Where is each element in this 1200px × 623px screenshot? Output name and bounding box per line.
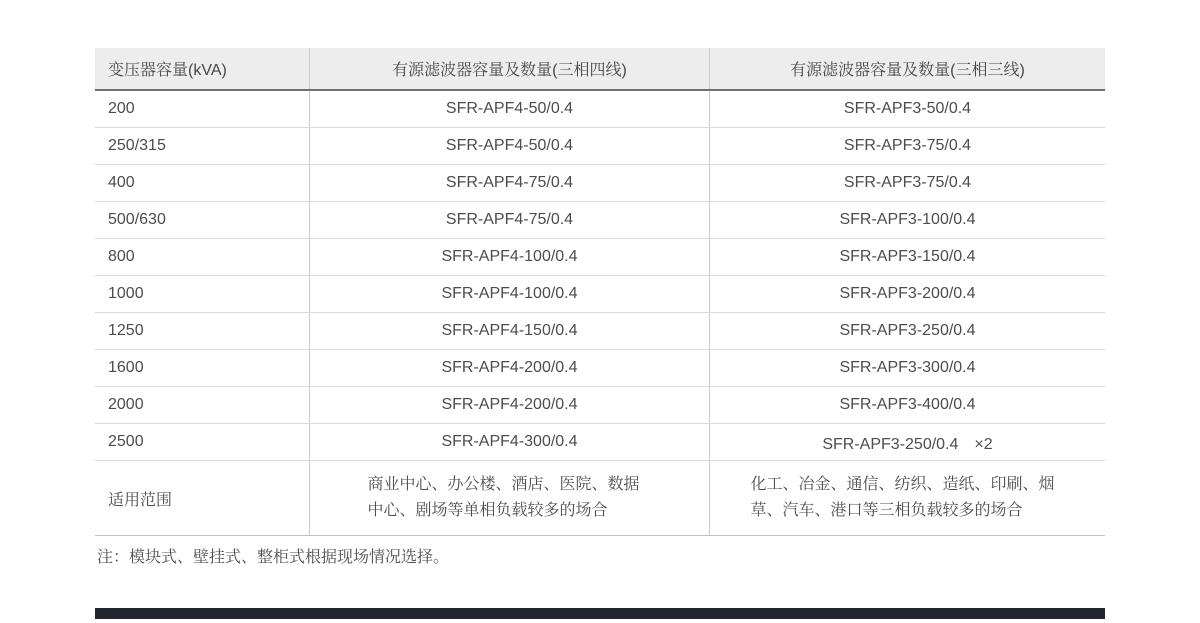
capacity-cell: 2000 — [95, 387, 310, 423]
table-header-row — [95, 48, 1105, 91]
apf3-model-cell: SFR-APF3-300/0.4 — [839, 359, 976, 376]
table-row — [95, 165, 1105, 202]
page-footer-bar — [95, 608, 1105, 619]
apf4-model-cell: SFR-APF4-150/0.4 — [310, 313, 710, 349]
table-row — [95, 239, 1105, 276]
table-row — [95, 276, 1105, 313]
apf4-model-cell: SFR-APF4-200/0.4 — [310, 387, 710, 423]
capacity-cell: 200 — [95, 91, 310, 127]
apf3-model-cell: SFR-APF3-75/0.4 — [843, 174, 972, 191]
capacity-cell: 1250 — [95, 313, 310, 349]
scope-three-wire-text: 化工、冶金、通信、纺织、造纸、印刷、烟草、汽车、港口等三相负载较多的场合 — [750, 476, 1055, 519]
capacity-cell: 500/630 — [95, 202, 310, 238]
capacity-cell: 1000 — [95, 276, 310, 312]
apf4-model-cell: SFR-APF4-75/0.4 — [310, 165, 710, 201]
table-row — [95, 350, 1105, 387]
column-header-apf-three-phase-four-wire: 有源滤波器容量及数量(三相四线) — [310, 48, 710, 89]
apf4-model-cell: SFR-APF4-100/0.4 — [310, 276, 710, 312]
apf4-model-cell: SFR-APF4-200/0.4 — [310, 350, 710, 386]
apf3-model-cell: SFR-APF3-200/0.4 — [839, 285, 976, 302]
apf4-model-cell: SFR-APF4-50/0.4 — [310, 91, 710, 127]
capacity-cell: 800 — [95, 239, 310, 275]
table-row — [95, 202, 1105, 239]
capacity-cell: 2500 — [95, 424, 310, 460]
capacity-cell: 400 — [95, 165, 310, 201]
table-row — [95, 313, 1105, 350]
table-row — [95, 91, 1105, 128]
column-header-transformer-capacity: 变压器容量(kVA) — [95, 48, 310, 89]
apf3-model-cell: SFR-APF3-50/0.4 — [843, 100, 972, 117]
apf4-model-cell: SFR-APF4-300/0.4 — [310, 424, 710, 460]
apf4-model-cell: SFR-APF4-50/0.4 — [310, 128, 710, 164]
scope-three-wire-cell — [710, 461, 1105, 535]
apf3-model-cell: SFR-APF3-150/0.4 — [839, 248, 976, 265]
capacity-cell: 250/315 — [95, 128, 310, 164]
scope-label-cell: 适用范围 — [95, 461, 310, 535]
footnote: 注：模块式、壁挂式、整柜式根据现场情况选择。 — [97, 549, 450, 566]
apf3-model-cell: SFR-APF3-400/0.4 — [839, 396, 976, 413]
scope-four-wire-text: 商业中心、办公楼、酒店、医院、数据中心、剧场等单相负载较多的场合 — [367, 476, 640, 519]
apf3-model-cell: SFR-APF3-75/0.4 — [843, 137, 972, 154]
apf3-model-cell: SFR-APF3-100/0.4 — [839, 211, 976, 228]
capacity-cell: 1600 — [95, 350, 310, 386]
scope-four-wire-cell — [310, 461, 710, 535]
apf4-model-cell: SFR-APF4-100/0.4 — [310, 239, 710, 275]
table-row — [95, 128, 1105, 165]
spec-table — [95, 48, 1105, 536]
apf3-model-cell: SFR-APF3-250/0.4 — [839, 322, 976, 339]
apf4-model-cell: SFR-APF4-75/0.4 — [310, 202, 710, 238]
column-header-apf-three-phase-three-wire: 有源滤波器容量及数量(三相三线) — [710, 48, 1105, 89]
table-row — [95, 424, 1105, 461]
table-row-applicable-scope — [95, 461, 1105, 536]
table-row — [95, 387, 1105, 424]
apf3-model-cell: SFR-APF3-250/0.4 ×2 — [822, 435, 993, 453]
